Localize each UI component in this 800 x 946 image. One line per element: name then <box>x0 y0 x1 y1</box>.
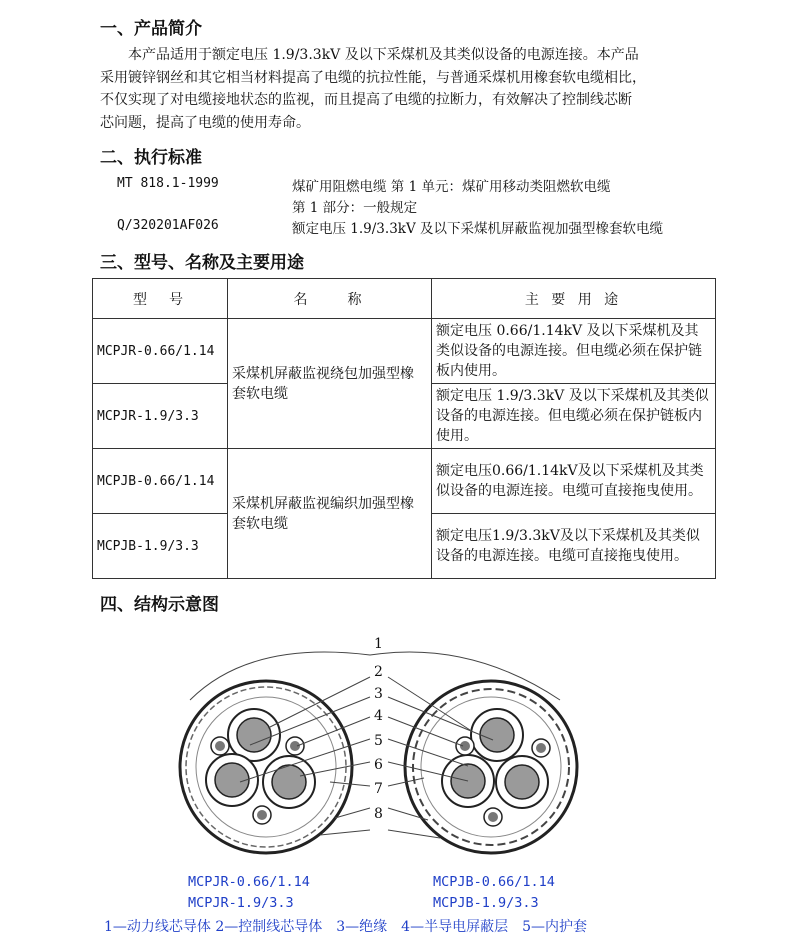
power-core <box>496 756 548 808</box>
usage-cell: 额定电压0.66/1.14kV及以下采煤机及其类似设备的电源连接。电缆可直接拖曳使用。 <box>432 449 716 514</box>
intro-line: 芯问题，提高了电缆的使用寿命。 <box>100 114 310 131</box>
section-title-intro: 一、产品简介 <box>100 19 202 39</box>
power-core <box>206 754 258 806</box>
callout-number: 8 <box>374 806 383 822</box>
section-title-standards: 二、执行标准 <box>100 148 202 168</box>
callout-number: 4 <box>374 708 383 724</box>
callout-number: 1 <box>374 636 383 652</box>
left-model-caption: MCPJR-0.66/1.14 <box>188 874 310 890</box>
standard-desc: 额定电压 1.9/3.3kV 及以下采煤机屏蔽监视加强型橡套软电缆 <box>292 221 663 237</box>
diagram-legend: 1—动力线芯导体 2—控制线芯导体 3—绝缘 4—半导电屏蔽层 5—内护套 <box>104 919 587 935</box>
model-cell: MCPJR-1.9/3.3 <box>93 384 228 449</box>
header-usage: 主 要 用 途 <box>432 279 716 319</box>
usage-cell: 额定电压1.9/3.3kV及以下采煤机及其类似设备的电源连接。电缆可直接拖曳使用。 <box>432 514 716 579</box>
callout-number: 2 <box>374 664 383 680</box>
callout-number: 7 <box>374 781 383 797</box>
section-title-structure: 四、结构示意图 <box>100 595 219 615</box>
power-core <box>228 709 280 761</box>
standard-code: Q/320201AF026 <box>117 218 219 233</box>
callout-number: 3 <box>374 686 383 702</box>
intro-line: 本产品适用于额定电压 1.9/3.3kV 及以下采煤机及其类似设备的电源连接。本产品 <box>128 47 639 63</box>
power-core <box>263 756 315 808</box>
header-name: 名 称 <box>228 279 432 319</box>
right-cable-cross-section <box>405 681 577 853</box>
left-cable-cross-section <box>180 681 352 853</box>
section-title-models: 三、型号、名称及主要用途 <box>100 253 304 273</box>
usage-cell: 额定电压 0.66/1.14kV 及以下采煤机及其类似设备的电源连接。但电缆必须在保护链板内使用。 <box>432 319 716 384</box>
control-core <box>211 737 229 755</box>
right-model-caption: MCPJB-1.9/3.3 <box>433 895 539 911</box>
standard-desc: 煤矿用阻燃电缆 第 1 单元：煤矿用移动类阻燃软电缆 <box>292 179 611 195</box>
control-core <box>286 737 304 755</box>
callout-number: 5 <box>374 733 383 749</box>
usage-cell: 额定电压 1.9/3.3kV 及以下采煤机及其类似设备的电源连接。但电缆必须在保护链板内使用。 <box>432 384 716 449</box>
control-core <box>484 808 502 826</box>
model-cell: MCPJR-0.66/1.14 <box>93 319 228 384</box>
power-core <box>471 709 523 761</box>
control-core <box>532 739 550 757</box>
intro-line: 不仅实现了对电缆接地状态的监视，而且提高了电缆的拉断力，有效解决了控制线芯断 <box>100 92 632 108</box>
standard-code: MT 818.1-1999 <box>117 176 219 191</box>
control-core <box>253 806 271 824</box>
left-model-caption: MCPJR-1.9/3.3 <box>188 895 294 911</box>
model-cell: MCPJB-1.9/3.3 <box>93 514 228 579</box>
name-cell: 采煤机屏蔽监视绕包加强型橡套软电缆 <box>228 319 432 449</box>
header-model: 型 号 <box>93 279 228 319</box>
callout-number: 6 <box>374 757 383 773</box>
name-cell: 采煤机屏蔽监视编织加强型橡套软电缆 <box>228 449 432 579</box>
control-core <box>456 737 474 755</box>
model-cell: MCPJB-0.66/1.14 <box>93 449 228 514</box>
right-model-caption: MCPJB-0.66/1.14 <box>433 874 555 890</box>
intro-line: 采用镀锌钢丝和其它相当材料提高了电缆的抗拉性能，与普通采煤机用橡套软电缆相比， <box>100 69 646 86</box>
standard-desc-sub: 第 1 部分：一般规定 <box>292 200 418 216</box>
